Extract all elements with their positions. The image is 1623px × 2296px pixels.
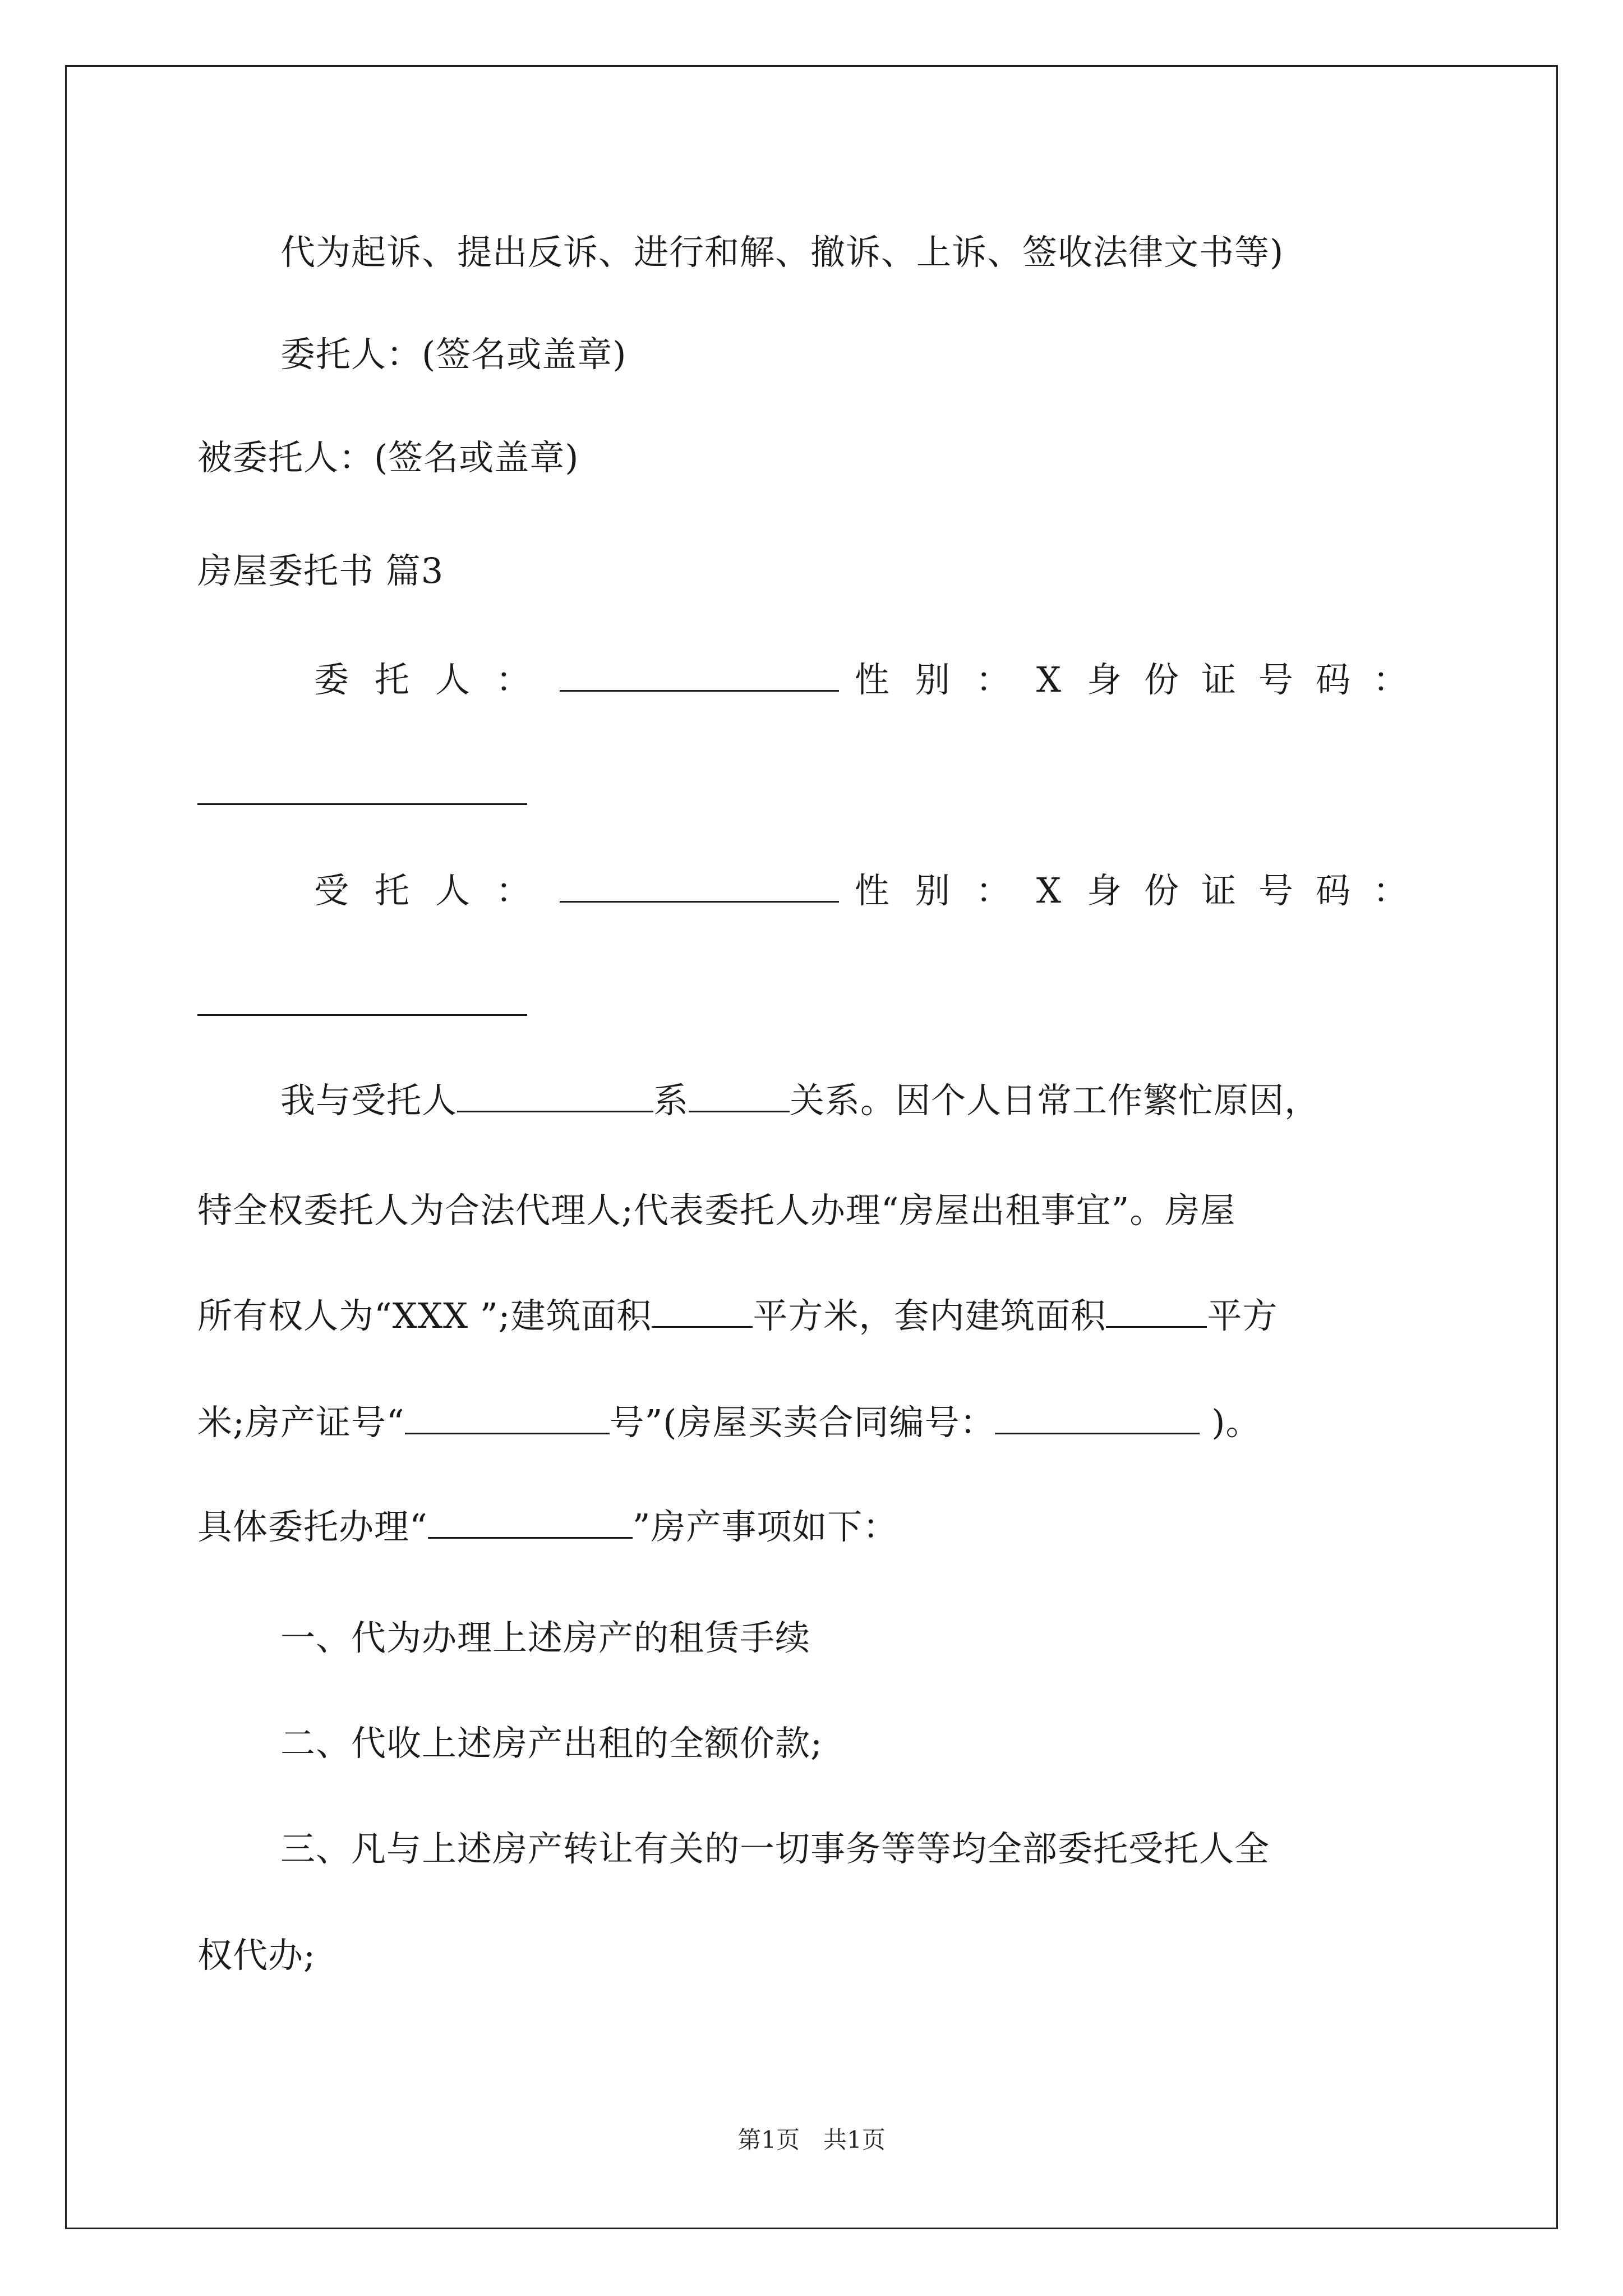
text: 关系。因个人日常工作繁忙原因， [790, 1080, 1320, 1121]
agent-id-blank[interactable] [197, 1014, 527, 1016]
principal-row [314, 657, 1430, 702]
text: 系 [653, 1080, 689, 1121]
principal-gender: 性别：X [854, 659, 1087, 700]
text: 我与受托人 [280, 1080, 458, 1121]
contract-number-blank[interactable] [995, 1400, 1200, 1434]
principal-signature-line: 委托人：(签名或盖章) [280, 334, 627, 375]
agent-gender: 性别：X [854, 870, 1087, 911]
agent-label: 受托人： [314, 870, 557, 911]
paragraph-line [197, 1294, 1278, 1338]
page-border [65, 65, 1558, 2229]
principal-id-blank[interactable] [197, 803, 527, 805]
paragraph-line [197, 1400, 1261, 1445]
certificate-number-blank[interactable] [405, 1400, 610, 1434]
section-heading: 房屋委托书 篇3 [197, 550, 444, 591]
paragraph-line [197, 1504, 898, 1549]
paragraph-line: 特全权委托人为合法代理人;代表委托人办理“房屋出租事宜”。房屋 [197, 1190, 1236, 1231]
item-3: 三、凡与上述房产转让有关的一切事务等等均全部委托受托人全 [280, 1828, 1270, 1869]
relation-name-blank[interactable] [457, 1078, 653, 1112]
principal-id-label: 身份证号码： [1086, 659, 1430, 700]
floor-area-blank[interactable] [652, 1294, 753, 1328]
relation-type-blank[interactable] [689, 1078, 790, 1112]
principal-label: 委托人： [314, 659, 557, 700]
principal-name-blank[interactable] [560, 657, 839, 692]
item-1: 一、代为办理上述房产的租赁手续 [280, 1617, 811, 1658]
inner-area-blank[interactable] [1106, 1294, 1207, 1328]
text-line: 代为起诉、提出反诉、进行和解、撤诉、上诉、签收法律文书等) [280, 232, 1284, 273]
matter-blank[interactable] [428, 1504, 633, 1539]
text: )。 [1200, 1402, 1261, 1443]
text: 具体委托办理“ [197, 1506, 428, 1547]
item-3-continued: 权代办; [197, 1935, 316, 1976]
text: 平方 [1207, 1295, 1278, 1336]
agent-id-label: 身份证号码： [1086, 870, 1430, 911]
text: 米;房产证号“ [197, 1402, 405, 1443]
text: ”房产事项如下： [632, 1506, 898, 1547]
paragraph-line [280, 1078, 1320, 1123]
text: 平方米，套内建筑面积 [753, 1295, 1106, 1336]
text: 所有权人为“XXX ”;建筑面积 [197, 1295, 652, 1336]
agent-signature-line: 被委托人：(签名或盖章) [197, 437, 579, 478]
agent-row [314, 868, 1430, 913]
text: 号”(房屋买卖合同编号： [609, 1402, 995, 1443]
page-number: 第1页 共1页 [737, 2126, 886, 2154]
agent-name-blank[interactable] [560, 868, 839, 903]
item-2: 二、代收上述房产出租的全额价款; [280, 1723, 823, 1764]
